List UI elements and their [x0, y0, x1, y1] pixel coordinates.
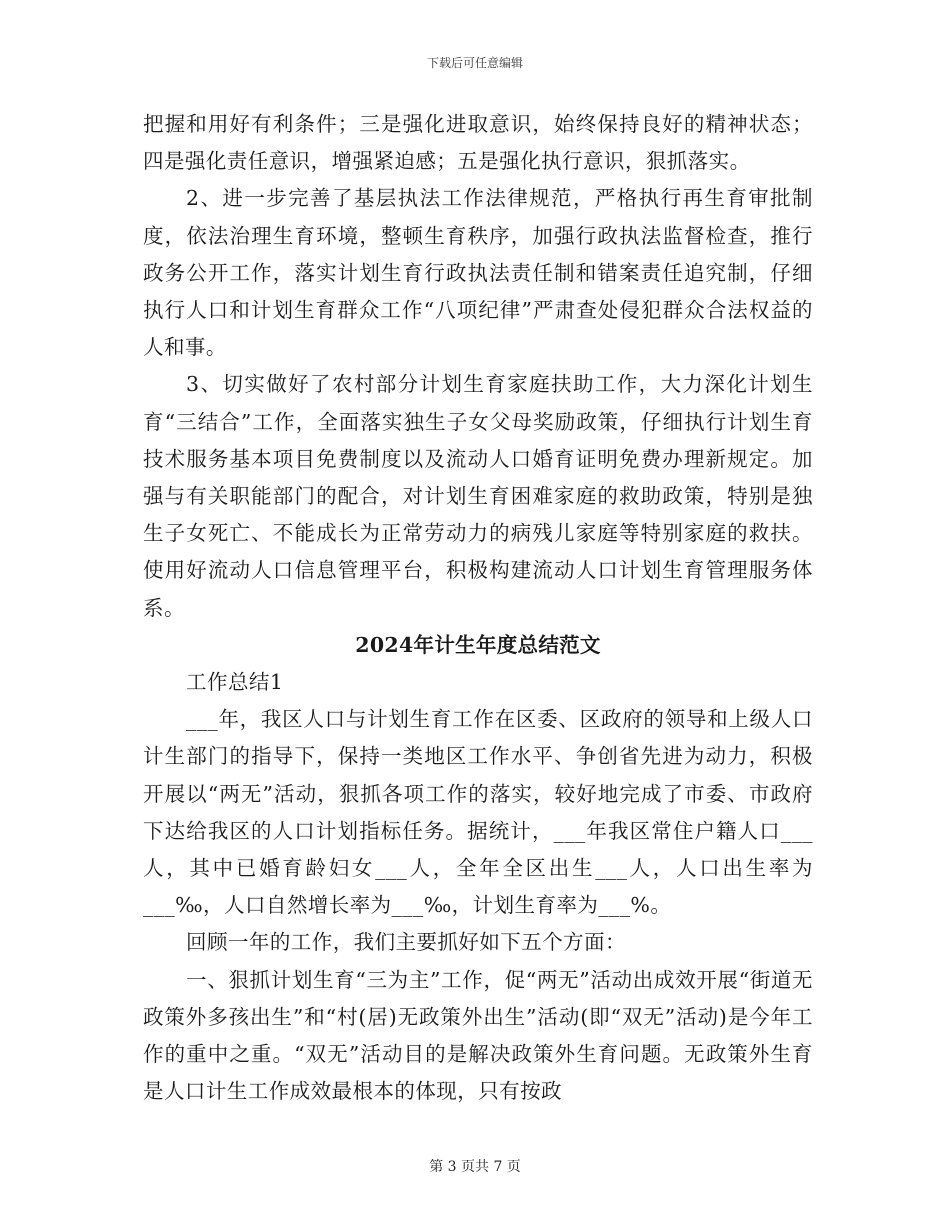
document-body: [143, 106, 813, 1110]
document-title: 2024年计生年度总结范文: [355, 632, 601, 657]
paragraph-item-2: 2、进一步完善了基层执法工作法律规范，严格执行再生育审批制度，依法治理生育环境，整顿生育秩序，加强行政执法监督检查，推行政务公开工作，落实计划生育行政执法责任制和错案责任追究制，仔细执行人口和计划生育群众工作“八项纪律”严肃查处侵犯群众合法权益的人和事。: [143, 186, 813, 360]
page-footer: 第 3 页共 7 页: [429, 1159, 521, 1175]
page-header-note: 下载后可任意编辑: [426, 56, 523, 70]
paragraph-overview: ___年，我区人口与计划生育工作在区委、区政府的领导和上级人口计生部门的指导下，保持一类地区工作水平、争创省先进为动力，积极开展以“两无”活动，狠抓各项工作的落实，较好地完成了市委、市政府下达给我区的人口计划指标任务。据统计，___年我区常住户籍人口___人，其中已婚育龄妇女___人，全年全区出生___人，人口出生率为___‰，人口自然增长率为___‰，计划生育率为___%。: [143, 707, 813, 918]
section-heading-summary-1: 工作总结1: [186, 670, 284, 695]
paragraph-review-intro: 回顾一年的工作，我们主要抓好如下五个方面：: [186, 930, 626, 955]
paragraph-continuation: 把握和用好有利条件；三是强化进取意识，始终保持良好的精神状态；四是强化责任意识，增强紧迫感；五是强化执行意识，狠抓落实。: [143, 112, 813, 174]
paragraph-item-3: 3、切实做好了农村部分计划生育家庭扶助工作，大力深化计划生育“三结合”工作，全面落实独生子女父母奖励政策，仔细执行计划生育技术服务基本项目免费制度以及流动人口婚育证明免费办理新规定。加强与有关职能部门的配合，对计划生育困难家庭的救助政策，特别是独生子女死亡、不能成长为正常劳动力的病残儿家庭等特别家庭的救扶。使用好流动人口信息管理平台，积极构建流动人口计划生育管理服务体系。: [143, 372, 813, 620]
paragraph-point-1: 一、狠抓计划生育“三为主”工作，促“两无”活动出成效开展“街道无政策外多孩出生”和“村(居)无政策外出生”活动(即“双无”活动)是今年工作的重中之重。“双无”活动目的是解决政策外生育问题。无政策外生育是人口计生工作成效最根本的体现，只有按政: [143, 967, 813, 1104]
